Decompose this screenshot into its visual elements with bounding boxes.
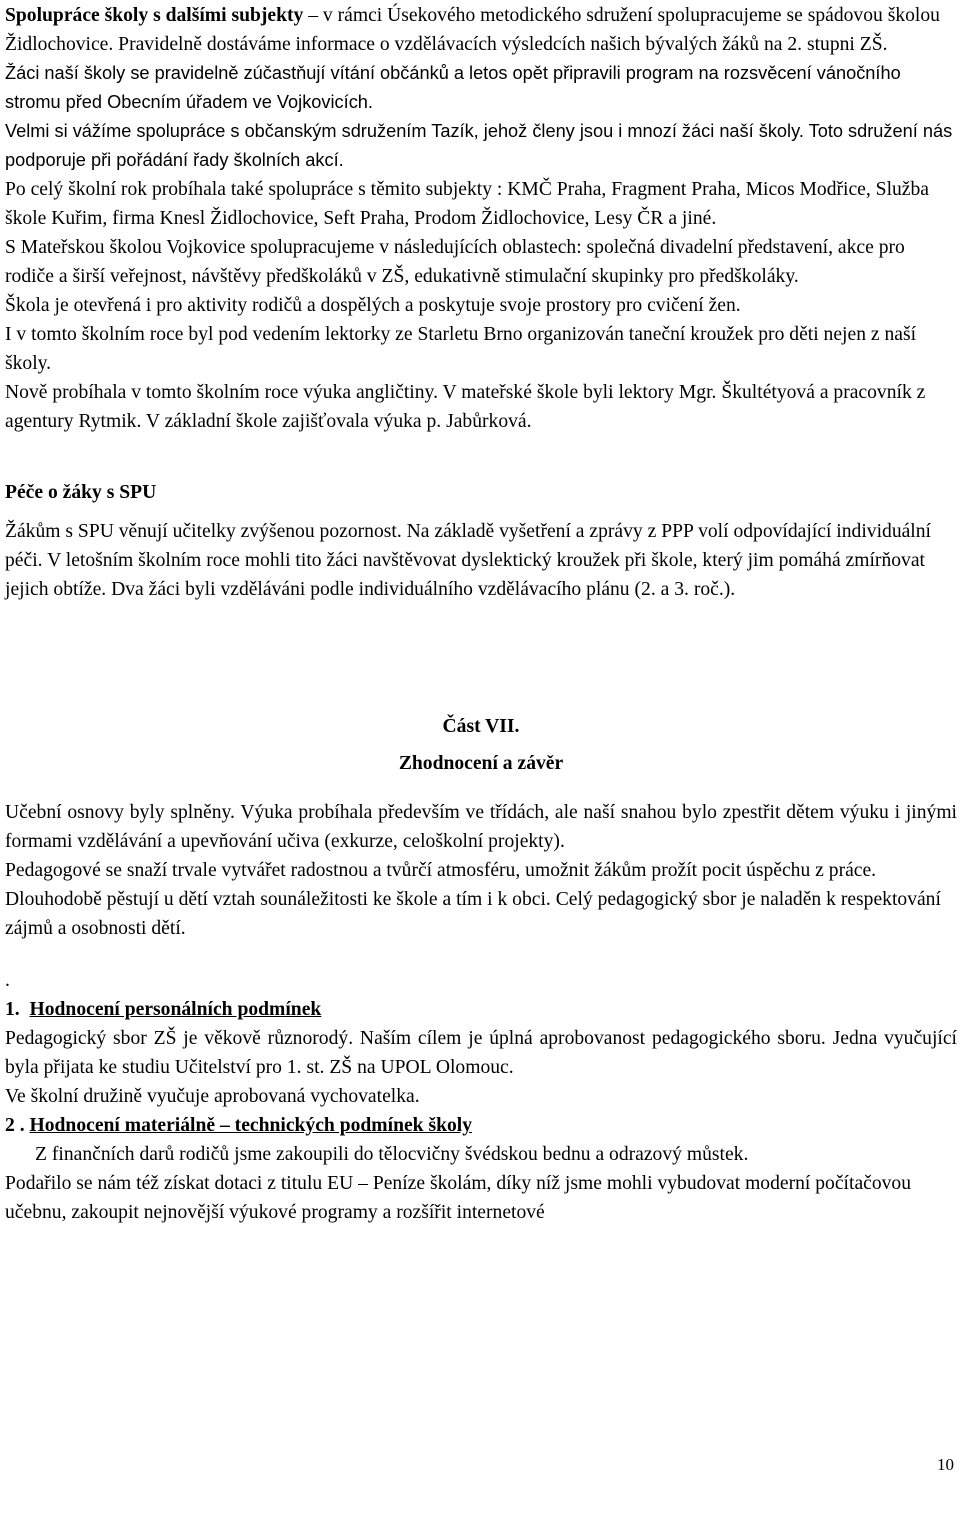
spu-paragraph: Žákům s SPU věnují učitelky zvýšenou pozornost. Na základě vyšetření a zprávy z PPP volí odpovídající individuální péči. V letošním školním roce mohli tito žáci navštěvovat dyslektický kroužek při škole, který jim pomáhá zmírňovat jejich obtíže. Dva žáci byli vzděláváni podle individuálního vzdělávacího plánu (2. a 3. roč.). <box>5 521 931 600</box>
conclusion-paragraph-3: Dlouhodobě pěstují u dětí vztah sounáležitosti ke škole a tím i k obci. Celý pedagogický sbor je naladěn k respektování zájmů a osobnosti dětí. <box>5 889 941 939</box>
english-paragraph: Nově probíhala v tomto školním roce výuka angličtiny. V mateřské škole byli lektory Mgr. Škultétyová a pracovník z agentury Rytmik. V základní škole zajišťovala výuka p. Jabůrková. <box>5 382 926 432</box>
tazik-paragraph: Velmi si vážíme spolupráce s občanským sdružením Tazík, jehož členy jsou i mnozí žáci naší školy. Toto sdružení nás podporuje při pořádání řady školních akcí. <box>5 121 953 170</box>
cooperation-intro: – v rámci Úsekového metodického sdružení spolupracujeme se spádovou školou Židlochovice. Pravidelně dostáváme informace o vzdělávacích výsledcích našich bývalých žáků na 2. stupni ZŠ. <box>5 5 940 55</box>
document-page <box>5 0 957 1227</box>
spacer <box>5 604 957 712</box>
open-school-paragraph: Škola je otevřená i pro aktivity rodičů a dospělých a poskytuje svoje prostory pro cvičení žen. <box>5 295 741 316</box>
part-title: Část VII. <box>442 716 520 737</box>
cooperation-paragraph <box>5 0 957 59</box>
cooperation-heading: Spolupráce školy s dalšími subjekty <box>5 5 304 26</box>
personnel-paragraph-1: Pedagogický sbor ZŠ je věkově různorodý. Naším cílem je úplná aprobovanost pedagogického sboru. Jedna vyučující byla přijata ke studiu Učitelství pro 1. st. ZŠ na UPOL Olomouc. <box>5 1028 957 1078</box>
personnel-heading <box>5 995 957 1024</box>
events-paragraph: Žáci naší školy se pravidelně zúčastňují vítání občánků a letos opět připravili program na rozsvěcení vánočního stromu před Obecním úřadem ve Vojkovicích. <box>5 63 901 112</box>
personnel-paragraph-2: Ve školní družině vyučuje aprobovaná vychovatelka. <box>5 1086 420 1107</box>
separator-dot: . <box>5 970 10 991</box>
page-number: 10 <box>937 1455 954 1474</box>
personnel-title: Hodnocení personálních podmínek <box>29 999 322 1020</box>
material-paragraph-2: Podařilo se nám též získat dotaci z titulu EU – Peníze školám, díky níž jsme mohli vybudovat moderní počítačovou učebnu, zakoupit nejnovější výukové programy a rozšířit internetové <box>5 1173 912 1223</box>
kindergarten-paragraph: S Mateřskou školou Vojkovice spolupracujeme v následujících oblastech: společná divadelní představení, akce pro rodiče a širší veřejnost, návštěvy předškoláků v ZŠ, edukativně stimulační skupinky pro předškoláky. <box>5 237 905 287</box>
material-number: 2 . <box>5 1115 25 1136</box>
material-title: Hodnocení materiálně – technických podmínek školy <box>29 1115 473 1136</box>
conclusion-paragraph-1: Učební osnovy byly splněny. Výuka probíhala především ve třídách, ale naší snahou bylo zpestřit dětem výuku i jinými formami vzdělávání a upevňování učiva (exkurze, celoškolní projekty). <box>5 802 957 852</box>
material-paragraph-1: Z finančních darů rodičů jsme zakoupili do tělocvičny švédskou bednu a odrazový můstek. <box>35 1144 749 1165</box>
dance-paragraph: I v tomto školním roce byl pod vedením lektorky ze Starletu Brno organizován taneční kroužek pro děti nejen z naší školy. <box>5 324 917 374</box>
spacer <box>5 436 957 465</box>
conclusion-paragraph-2: Pedagogové se snaží trvale vytvářet radostnou a tvůrčí atmosféru, umožnit žákům prožít pocit úspěchu z práce. <box>5 860 877 881</box>
material-heading <box>5 1111 957 1140</box>
subjects-paragraph: Po celý školní rok probíhala také spolupráce s těmito subjekty : KMČ Praha, Fragment Praha, Micos Modřice, Služba škole Kuřim, firma Knesl Židlochovice, Seft Praha, Prodom Židlochovice, Lesy ČR a jiné. <box>5 179 929 229</box>
section-title: Zhodnocení a závěr <box>398 753 564 774</box>
spu-heading: Péče o žáky s SPU <box>5 482 157 503</box>
personnel-number: 1. <box>5 999 20 1020</box>
